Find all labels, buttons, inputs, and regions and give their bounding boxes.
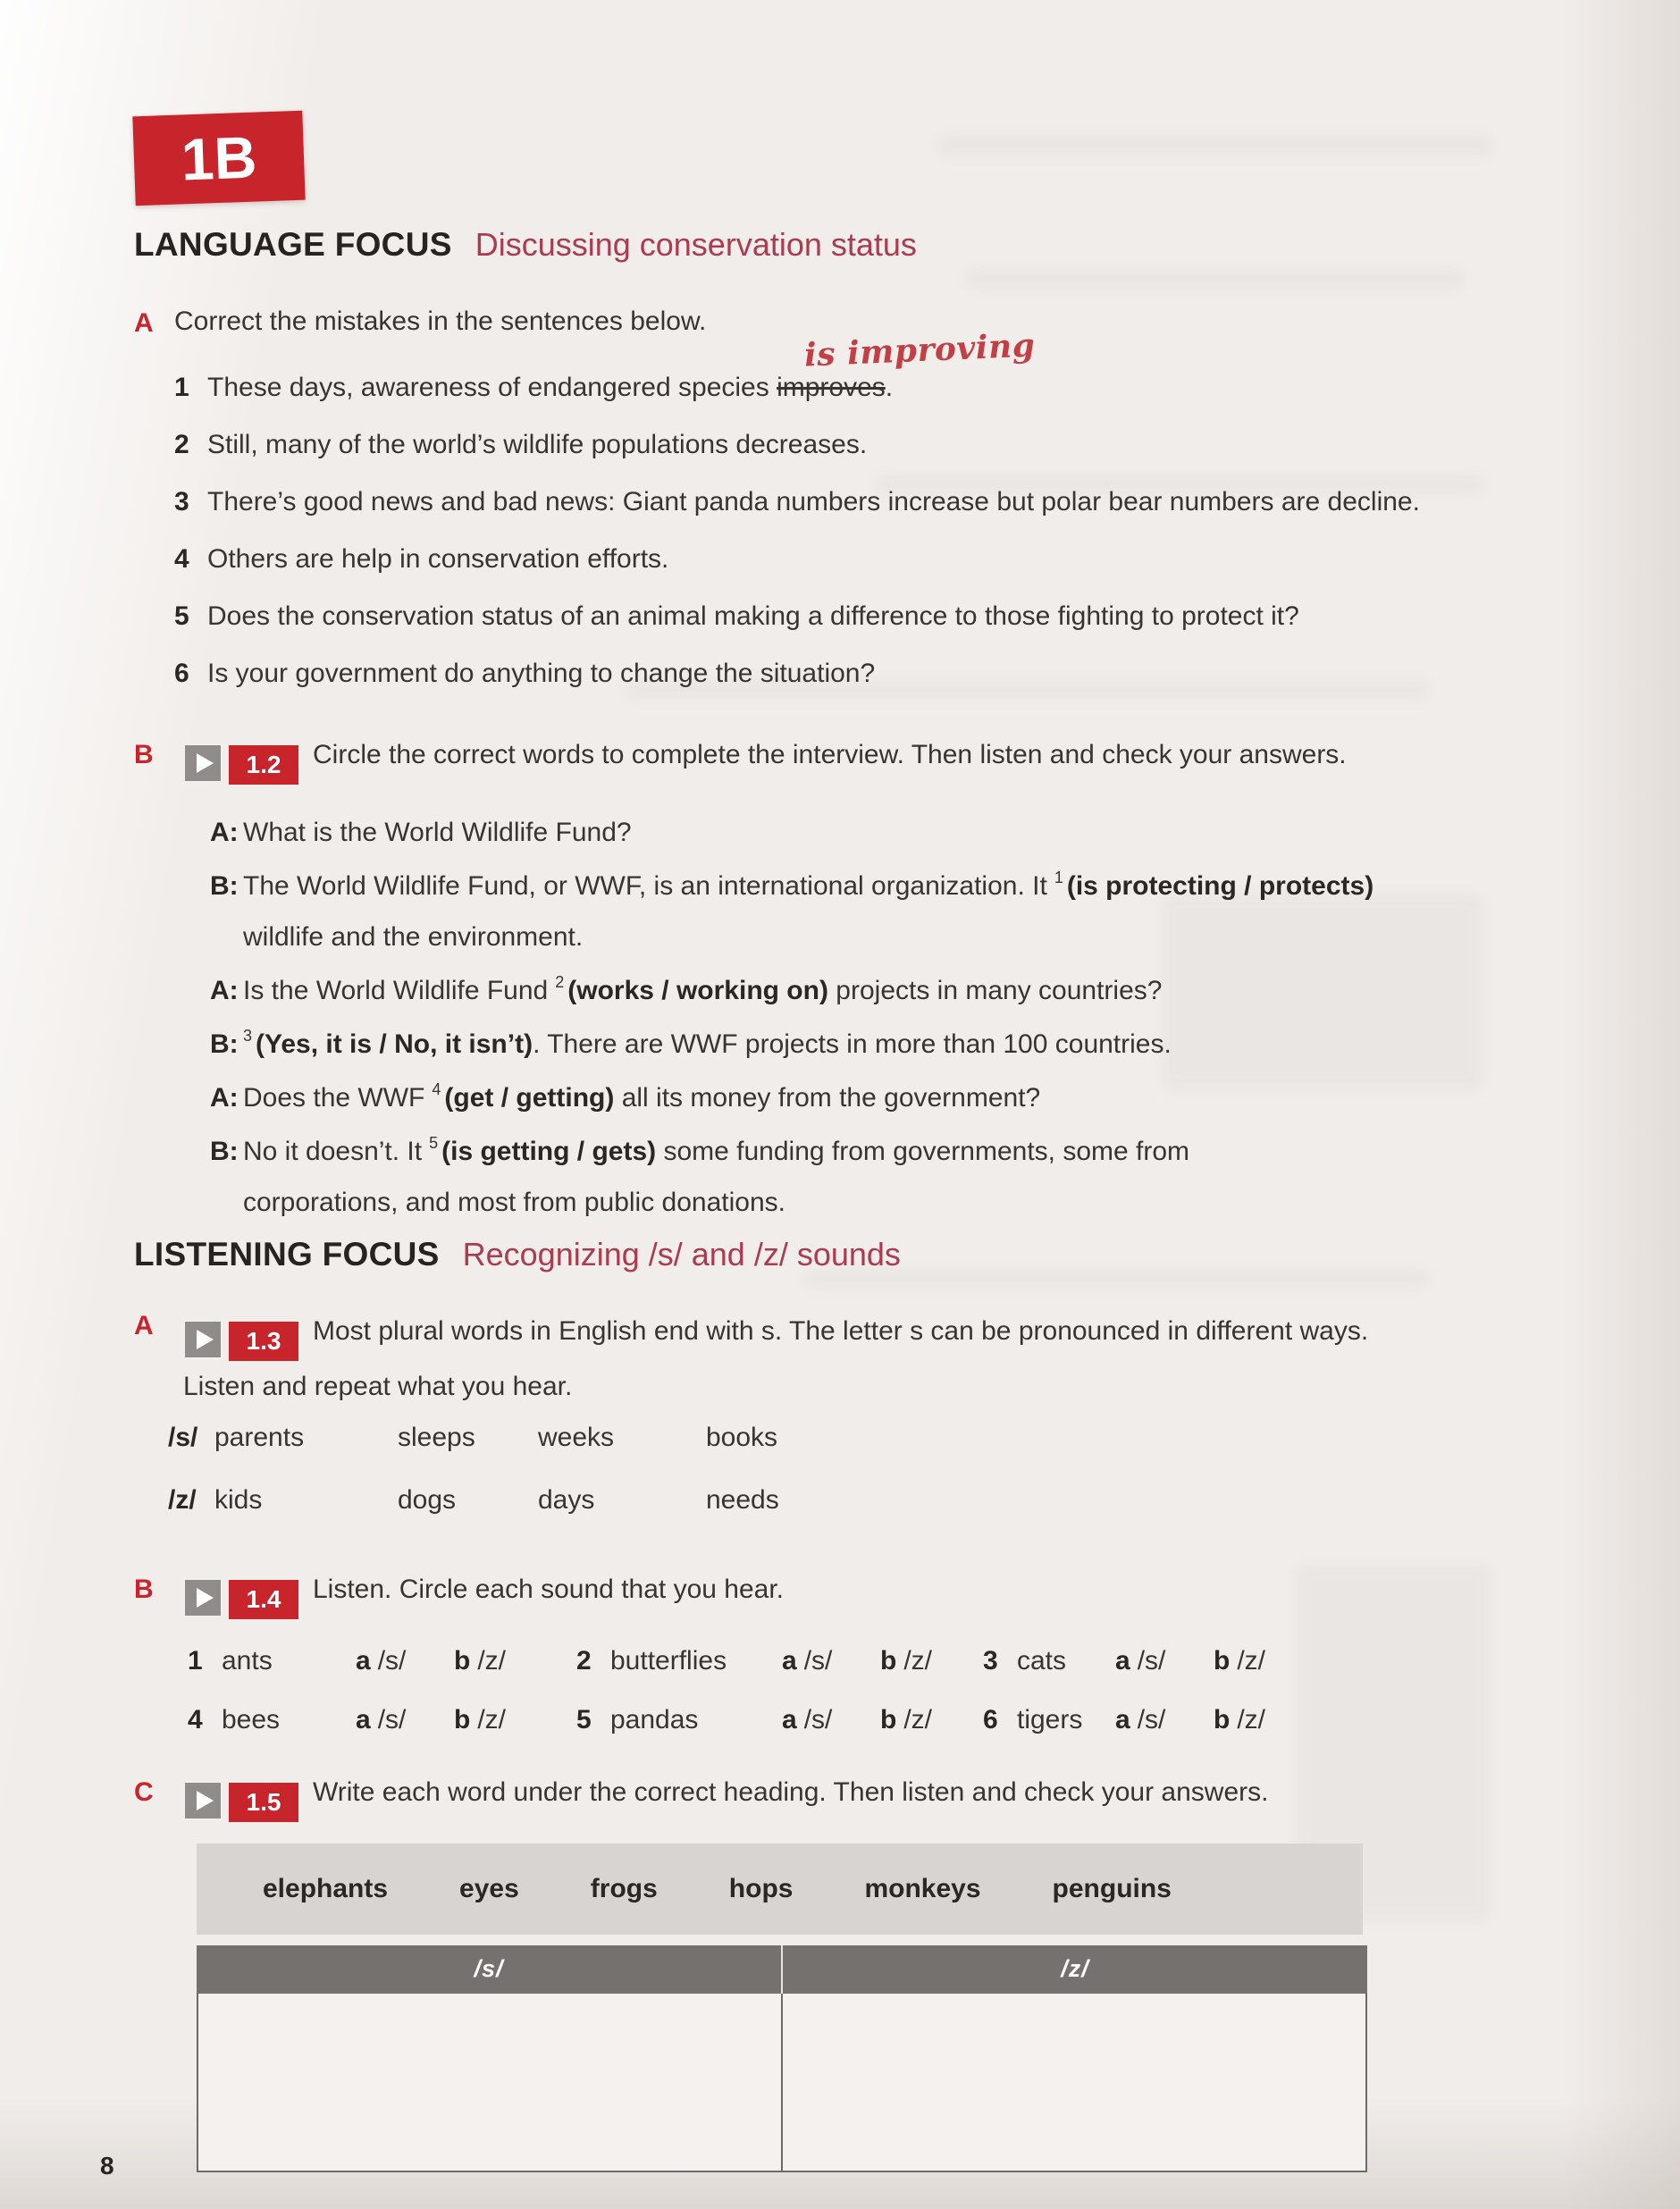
choice-b: b /z/ bbox=[454, 1704, 506, 1734]
speaker-label: B: bbox=[210, 1137, 239, 1166]
sound-item: 3 cats a /s/ b /z/ bbox=[983, 1643, 1564, 1679]
sorting-table bbox=[197, 1945, 1367, 2172]
blank-number: 3 bbox=[243, 1027, 253, 1045]
dialogue-turn: B: No it doesn’t. It $^5$ (is getting / gets) some funding from governments, some from corporations, and most from public donations. bbox=[210, 1126, 1564, 1228]
choice-a: a /s/ bbox=[1115, 1645, 1166, 1676]
choice-b: b /z/ bbox=[1214, 1704, 1265, 1734]
blank-number: 5 bbox=[429, 1134, 439, 1152]
sentence-number: 1 bbox=[174, 373, 189, 402]
section-title: LANGUAGE FOCUS bbox=[134, 226, 452, 263]
phoneme-row-s: /s/ parents sleeps weeks books bbox=[134, 1420, 1564, 1456]
unit-badge: 1B bbox=[132, 111, 305, 206]
blank-number: 2 bbox=[555, 973, 565, 991]
word-choices: (is protecting / protects) bbox=[1066, 871, 1374, 901]
sorting-table-body bbox=[197, 1994, 1367, 2172]
sentence-text: Is your government do anything to change the situation? bbox=[207, 659, 876, 688]
sound-item: 2 butterflies a /s/ b /z/ bbox=[576, 1643, 983, 1679]
section-title: LISTENING FOCUS bbox=[134, 1236, 440, 1272]
exercise-instruction: Listen. Circle each sound that you hear. bbox=[313, 1574, 784, 1604]
audio-play-icon bbox=[183, 1320, 223, 1359]
speaker-label: B: bbox=[210, 1029, 239, 1059]
handwritten-correction: is improving bbox=[803, 326, 1037, 374]
phoneme-symbol: /z/ bbox=[168, 1484, 197, 1515]
sentence-text: There’s good news and bad news: Giant panda numbers increase but polar bear numbers are decline. bbox=[207, 487, 1420, 517]
word-choices: (Yes, it is / No, it isn’t) bbox=[256, 1029, 533, 1059]
struck-word: improves bbox=[777, 373, 886, 402]
dialogue-turn: B: The World Wildlife Fund, or WWF, is an international organization. It $^1$ (is protecting / protects) wildlife and the environment. bbox=[210, 861, 1564, 962]
dialogue-turn: A: What is the World Wildlife Fund? bbox=[210, 807, 1564, 858]
blank-number: 4 bbox=[432, 1080, 441, 1098]
word-bank-item: eyes bbox=[459, 1873, 519, 1903]
sentence-number: 4 bbox=[174, 544, 189, 574]
choice-b: b /z/ bbox=[880, 1704, 932, 1734]
blank-number: 1 bbox=[1054, 869, 1063, 886]
word-bank-item: frogs bbox=[590, 1873, 658, 1903]
sentence-text: These days, awareness of endangered species improves. bbox=[207, 373, 894, 402]
exercise-b bbox=[134, 735, 1564, 785]
word-choices: (is getting / gets) bbox=[441, 1137, 657, 1166]
sound-choice-items bbox=[188, 1643, 1564, 1738]
exercise-a bbox=[134, 305, 1564, 339]
page-content bbox=[134, 113, 1564, 2172]
word-bank-item: monkeys bbox=[864, 1873, 981, 1903]
listening-exercise-a bbox=[134, 1306, 1564, 1412]
sentence-text: Does the conservation status of an animal making a difference to those fighting to protect it? bbox=[207, 601, 1299, 631]
choice-a: a /s/ bbox=[782, 1704, 833, 1734]
answer-cell-s[interactable] bbox=[198, 1994, 781, 2171]
exercise-instruction: Most plural words in English end with s. The letter s can be pronounced in different ways. bbox=[313, 1316, 1369, 1346]
listening-exercise-c bbox=[134, 1772, 1564, 1822]
dialogue-turn: A: Does the WWF $^4$ (get / getting) all its money from the government? bbox=[210, 1072, 1564, 1123]
exercise-instruction: Write each word under the correct heading. Then listen and check your answers. bbox=[313, 1776, 1269, 1807]
sentence-number: 6 bbox=[174, 659, 189, 688]
exercise-instruction-line2: Listen and repeat what you hear. bbox=[183, 1371, 573, 1401]
dialogue-turn: B: $^3$ (Yes, it is / No, it isn’t). There are WWF projects in more than 100 countries. bbox=[210, 1019, 1564, 1070]
speaker-label: A: bbox=[210, 1083, 239, 1113]
sentence-text: Others are help in conservation efforts. bbox=[207, 544, 669, 574]
sentence-number: 5 bbox=[174, 601, 189, 631]
choice-b: b /z/ bbox=[454, 1645, 506, 1676]
dialogue-turn: A: Is the World Wildlife Fund $^2$ (works / working on) projects in many countries? bbox=[210, 965, 1564, 1016]
word-bank bbox=[197, 1844, 1363, 1935]
speaker-label: B: bbox=[210, 871, 239, 901]
word-bank-item: hops bbox=[728, 1873, 794, 1903]
sentence-text: Still, many of the world’s wildlife populations decreases. bbox=[207, 430, 868, 459]
sound-item: 6 tigers a /s/ b /z/ bbox=[983, 1702, 1564, 1738]
sentence-item bbox=[174, 371, 1564, 405]
interview-dialogue bbox=[210, 807, 1564, 1228]
word-bank-item: penguins bbox=[1052, 1873, 1172, 1903]
audio-track-badge: 1.2 bbox=[229, 745, 298, 785]
answer-cell-z[interactable] bbox=[781, 1994, 1365, 2171]
speaker-label: A: bbox=[210, 818, 239, 847]
choice-b: b /z/ bbox=[880, 1645, 932, 1676]
sentence-item bbox=[174, 657, 1564, 691]
sentence-item bbox=[174, 485, 1564, 519]
sentence-number: 2 bbox=[174, 430, 189, 459]
section-subtitle: Discussing conservation status bbox=[475, 226, 917, 263]
listening-focus-heading bbox=[134, 1236, 1564, 1275]
choice-a: a /s/ bbox=[782, 1645, 833, 1676]
audio-track-badge: 1.3 bbox=[229, 1322, 298, 1361]
word-choices: (get / getting) bbox=[444, 1083, 615, 1113]
phoneme-symbol: /s/ bbox=[168, 1422, 198, 1452]
sentence-list bbox=[134, 326, 1564, 691]
listening-exercise-b bbox=[134, 1569, 1564, 1619]
choice-a: a /s/ bbox=[1115, 1704, 1166, 1734]
audio-track-badge: 1.5 bbox=[229, 1783, 298, 1822]
audio-play-icon bbox=[183, 1578, 223, 1617]
sound-item: 1 ants a /s/ b /z/ bbox=[188, 1643, 576, 1679]
exercise-letter: B bbox=[134, 1574, 154, 1604]
audio-track-badge: 1.4 bbox=[229, 1580, 298, 1619]
sentence-number: 3 bbox=[174, 487, 189, 517]
exercise-letter: A bbox=[134, 308, 154, 338]
choice-a: a /s/ bbox=[356, 1645, 407, 1676]
word-choices: (works / working on) bbox=[567, 976, 828, 1005]
exercise-instruction: Correct the mistakes in the sentences below. bbox=[174, 307, 707, 336]
phoneme-row-z: /z/ kids dogs days needs bbox=[134, 1482, 1564, 1518]
exercise-letter: C bbox=[134, 1776, 154, 1807]
column-header-z: /z/ bbox=[781, 1945, 1367, 1994]
section-subtitle: Recognizing /s/ and /z/ sounds bbox=[462, 1236, 901, 1272]
language-focus-heading bbox=[134, 226, 1564, 265]
sentence-item bbox=[174, 600, 1564, 634]
phoneme-example-rows bbox=[134, 1420, 1564, 1518]
sorting-table-header bbox=[197, 1945, 1367, 1994]
choice-b: b /z/ bbox=[1214, 1645, 1265, 1676]
word-bank-item: elephants bbox=[263, 1873, 389, 1903]
exercise-letter: B bbox=[134, 740, 154, 769]
audio-play-icon bbox=[183, 1781, 223, 1820]
speaker-label: A: bbox=[210, 976, 239, 1005]
audio-play-icon bbox=[183, 743, 223, 783]
exercise-letter: A bbox=[134, 1311, 154, 1340]
sentence-item bbox=[174, 428, 1564, 462]
column-header-s: /s/ bbox=[474, 1955, 504, 1982]
exercise-instruction: Circle the correct words to complete the interview. Then listen and check your answers. bbox=[313, 740, 1347, 769]
sound-item: 5 pandas a /s/ b /z/ bbox=[576, 1702, 983, 1738]
sentence-item bbox=[174, 542, 1564, 576]
choice-a: a /s/ bbox=[356, 1704, 407, 1734]
sound-item: 4 bees a /s/ b /z/ bbox=[188, 1702, 576, 1738]
page-number: 8 bbox=[100, 2152, 114, 2180]
